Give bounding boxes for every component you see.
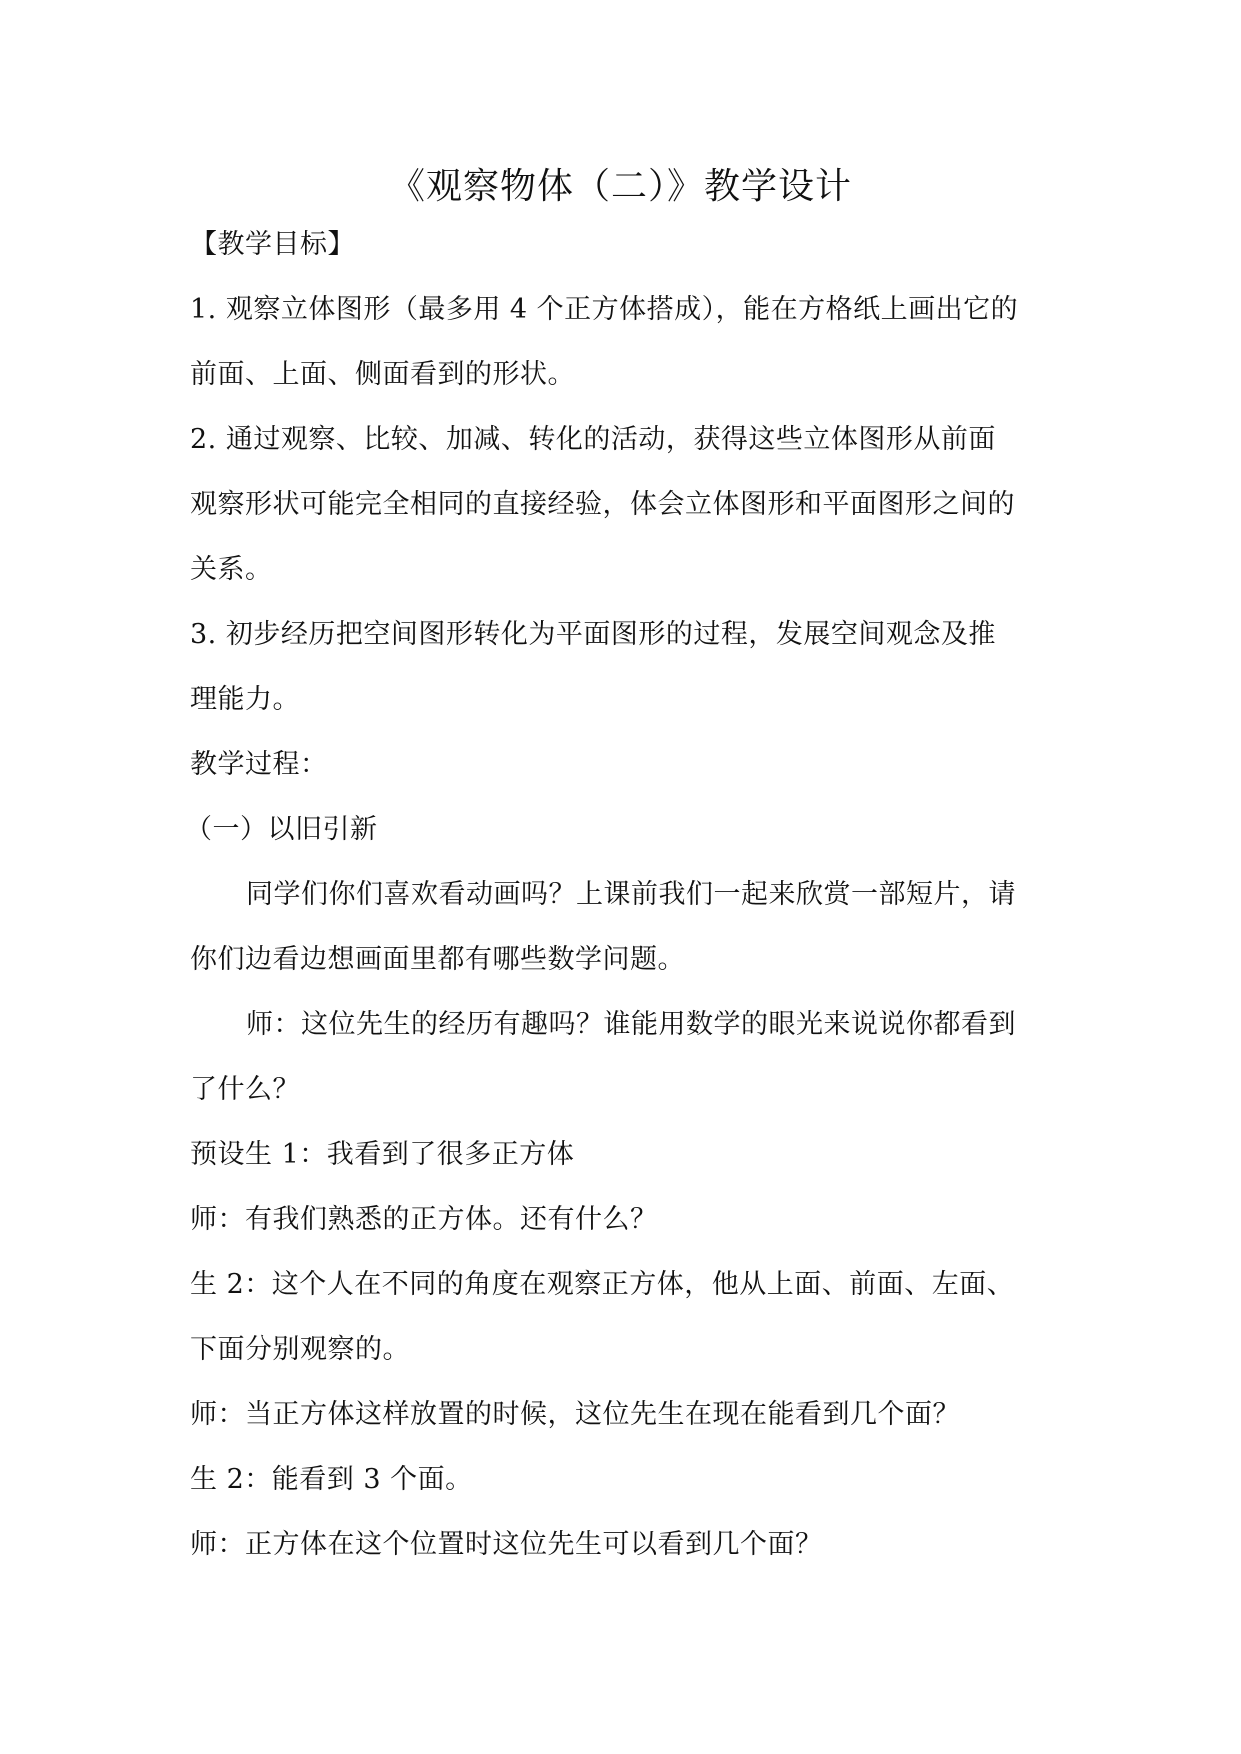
objective-1-line-1: 1. 观察立体图形（最多用 4 个正方体搭成），能在方格纸上画出它的: [190, 294, 1019, 325]
objective-2-line-3: 关系。: [190, 554, 273, 585]
objective-2-line-1: 2. 通过观察、比较、加减、转化的活动，获得这些立体图形从前面: [190, 424, 996, 455]
document-title: 《观察物体（二）》教学设计: [388, 166, 852, 207]
dialogue-line-3: 生 2：这个人在不同的角度在观察正方体，他从上面、前面、左面、: [190, 1269, 1015, 1300]
dialogue-line-7: 师：正方体在这个位置时这位先生可以看到几个面？: [190, 1529, 823, 1560]
dialogue-line-4: 下面分别观察的。: [190, 1334, 410, 1365]
dialogue-line-2: 师：有我们熟悉的正方体。还有什么？: [190, 1204, 658, 1235]
dialogue-line-5: 师：当正方体这样放置的时候，这位先生在现在能看到几个面？: [190, 1399, 960, 1430]
objective-3-line-1: 3. 初步经历把空间图形转化为平面图形的过程，发展空间观念及推: [190, 619, 996, 650]
section-heading-objectives: 【教学目标】: [190, 229, 355, 260]
objective-3-line-2: 理能力。: [190, 684, 300, 715]
objective-2-line-2: 观察形状可能完全相同的直接经验，体会立体图形和平面图形之间的: [190, 489, 1015, 520]
paragraph-2-line-2: 了什么？: [190, 1074, 300, 1105]
paragraph-2-line-1: 师：这位先生的经历有趣吗？谁能用数学的眼光来说说你都看到: [246, 1009, 1016, 1040]
dialogue-line-1: 预设生 1：我看到了很多正方体: [190, 1139, 575, 1170]
objective-1-line-2: 前面、上面、侧面看到的形状。: [190, 359, 575, 390]
paragraph-1-line-1: 同学们你们喜欢看动画吗？上课前我们一起来欣赏一部短片，请: [246, 879, 1016, 910]
subsection-heading-1: （一）以旧引新: [185, 814, 378, 845]
paragraph-1-line-2: 你们边看边想画面里都有哪些数学问题。: [190, 944, 685, 975]
section-heading-process: 教学过程：: [190, 749, 328, 780]
dialogue-line-6: 生 2：能看到 3 个面。: [190, 1464, 473, 1495]
